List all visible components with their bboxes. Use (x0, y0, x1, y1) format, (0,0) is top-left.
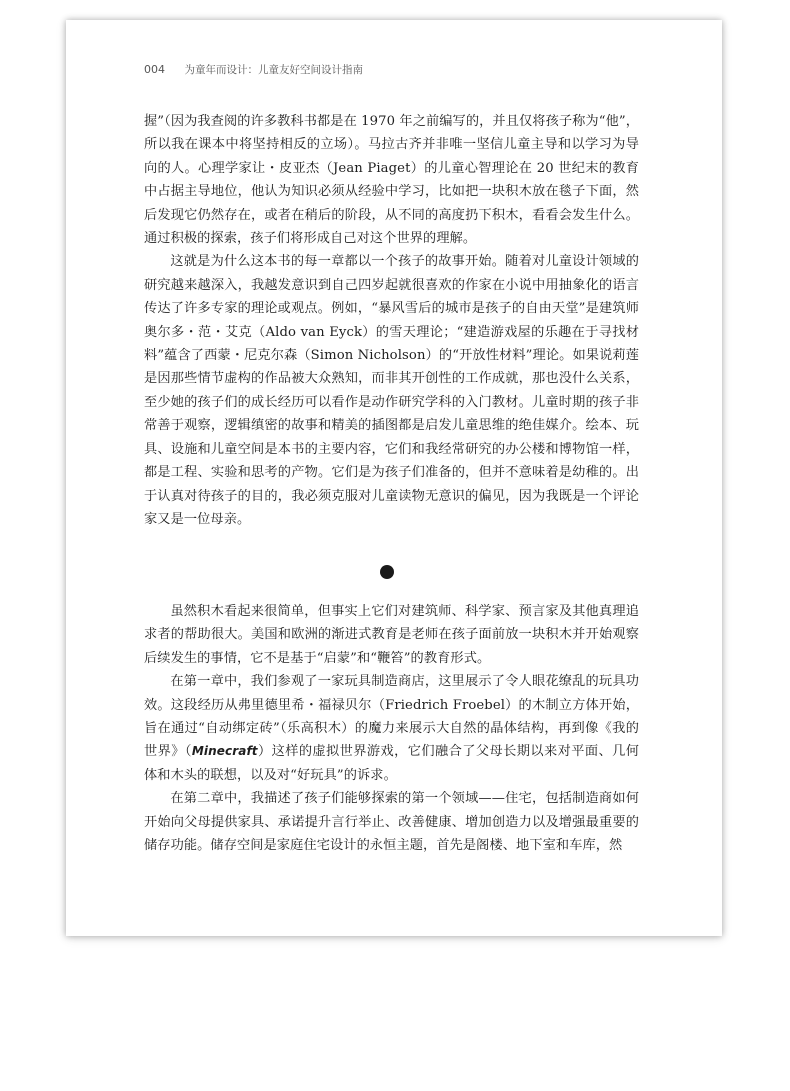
paragraph: 握”（因为我查阅的许多教科书都是在 1970 年之前编写的，并且仅将孩子称为“他”，所以我在课本中将坚持相反的立场）。马拉古齐并非唯一坚信儿童主导和以学习为导向的人。心理学家让・皮亚杰（Jean Piaget）的儿童心智理论在 20 世纪末的教育中占据主导地位，他认为知识必须从经验中学习，比如把一块积木放在毯子下面，然后发现它仍然存在，或者在稍后的阶段，从不同的高度扔下积木，看看会发生什么。通过积极的探索，孩子们将形成自己对这个世界的理解。 (144, 114, 639, 247)
paragraph: 虽然积木看起来很简单，但事实上它们对建筑师、科学家、预言家及其他真理追求者的帮助很大。美国和欧洲的渐进式教育是老师在孩子面前放一块积木并开始观察后续发生的事情，它不是基于“启蒙”和“鞭笞”的教育形式。 (144, 604, 639, 666)
body-text-section-1 (144, 110, 639, 531)
paragraph: 这就是为什么这本书的每一章都以一个孩子的故事开始。随着对儿童设计领域的研究越来越深入，我越发意识到自己四岁起就很喜欢的作家在小说中用抽象化的语言传达了许多专家的理论或观点。例如，“暴风雪后的城市是孩子的自由天堂”是建筑师奥尔多・范・艾克（Aldo van Eyck）的雪天理论；“建造游戏屋的乐趣在于寻找材料”蕴含了西蒙・尼克尔森（Simon Nicholson）的“开放性材料”理论。如果说莉莲是因那些情节虚构的作品被大众熟知，而非其开创性的工作成就，那也没什么关系，至少她的孩子们的成长经历可以看作是动作研究学科的入门教材。儿童时期的孩子非常善于观察，逻辑缜密的故事和精美的插图都是启发儿童思维的绝佳媒介。绘本、玩具、设施和儿童空间是本书的主要内容，它们和我经常研究的办公楼和博物馆一样，都是工程、实验和思考的产物。它们是为孩子们准备的，但并不意味着是幼稚的。出于认真对待孩子的目的，我必须克服对儿童读物无意识的偏见，因为我既是一个评论家又是一位母亲。 (144, 254, 639, 527)
paragraph: 在第二章中，我描述了孩子们能够探索的第一个领域——住宅，包括制造商如何开始向父母提供家具、承诺提升言行举止、改善健康、增加创造力以及增强最重要的储存功能。储存空间是家庭住宅设计的永恒主题，首先是阁楼、地下室和车库，然 (144, 791, 639, 854)
page-number: 004 (144, 63, 165, 76)
italic-title: Minecraft (191, 744, 258, 759)
paragraph (144, 670, 639, 787)
section-separator-dot (380, 565, 394, 579)
body-text-section-2 (144, 600, 639, 857)
text-run: 在第一章中，我们参观了一家玩具制造商店，这里展示了令人眼花缭乱的玩具功效。这段经历从弗里德里希・福禄贝尔（Friedrich Froebel）的木制立方体开始，旨在通过“自动绑定砖”（乐高积木）的魔力来展示大自然的晶体结构，再到像《我的世界》（ (144, 674, 639, 760)
book-title: 为童年而设计：儿童友好空间设计指南 (184, 64, 363, 76)
running-header (144, 62, 363, 77)
text-run: ）这样的虚拟世界游戏，它们融合了父母长期以来对平面、几何体和木头的联想，以及对“好玩具”的诉求。 (144, 744, 639, 783)
book-page (66, 20, 722, 936)
